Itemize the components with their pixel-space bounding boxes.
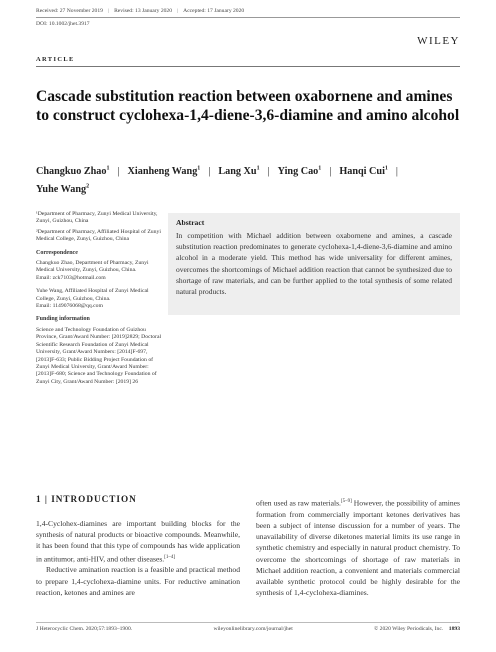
accepted-date: Accepted: 17 January 2020 bbox=[183, 8, 245, 14]
page-number: 1893 bbox=[448, 626, 460, 632]
intro-paragraph: 1,4-Cyclohex-diamines are important building blocks for the synthesis of natural products or bioactive compounds. Meanwhile, it has been found that this type of compounds has wide application in antitumor, anti-HIV, and other diseases.[1–4] bbox=[36, 519, 240, 564]
paper-title: Cascade substitution reaction between oxabornene and amines to construct cyclohexa-1,4-diene-3,6-diamine and amino alcohol bbox=[36, 88, 460, 124]
abstract-text: In competition with Michael addition between oxabornene and amines, a cascade substitution reaction predominates to generate cyclohexa-1,4-diene-3,6-diamine and amino alcohol in a moderate yield. This method has wide universality for different amines, overcomes the shortcomings of Michael addition reaction that cannot be synthesized due to shortage of raw materials, and can be further applied to the total synthesis of some related natural products. bbox=[176, 231, 452, 297]
intro-paragraph: often used as raw materials.[5–9] However, the possibility of amines formation from commercially important ketones derivatives has been a subject of intense discussion for a number of years. The unavailability of diverse diketones material limits its use range in synthetic chemistry and especially in natural product chemistry. To overcome the shortcomings of shortage of raw materials in Michael addition reaction, a convenient and materials commercial available synthetic protocol could be highly desirable for the synthesis of 1,4-cyclohexa-diamines. bbox=[256, 498, 460, 598]
author[interactable]: Hanqi Cui$^1$ bbox=[339, 166, 388, 178]
article-type: ARTICLE bbox=[36, 56, 75, 63]
intro-right-column bbox=[256, 496, 460, 598]
author[interactable]: Yuhe Wang$^2$ bbox=[36, 183, 90, 195]
journal-url[interactable]: wileyonlinelibrary.com/journal/jhet bbox=[213, 626, 293, 632]
footer-rule bbox=[36, 622, 460, 623]
author-list: Changkuo Zhao$^1$ | Xianheng Wang$^1$ | Lang Xu$^1$ | Ying Cao$^1$ | Hanqi Cui$^1$ | Yuhe Wang$^2$ bbox=[36, 166, 398, 195]
author[interactable]: Changkuo Zhao$^1$ bbox=[36, 166, 110, 178]
publisher-logo: WILEY bbox=[417, 35, 460, 47]
history-dates bbox=[36, 8, 460, 14]
header-rule bbox=[36, 17, 460, 18]
doi[interactable]: DOI: 10.1002/jhet.3917 bbox=[36, 21, 90, 27]
citation[interactable]: [5–9] bbox=[340, 499, 352, 504]
received-date: Received: 27 November 2019 bbox=[36, 8, 103, 14]
author[interactable]: Xianheng Wang$^1$ bbox=[127, 166, 201, 178]
citation[interactable]: [1–4] bbox=[164, 554, 176, 560]
section-heading-introduction: 1 | INTRODUCTION bbox=[36, 494, 137, 504]
email-link[interactable]: Email: 1149076068@qq.com bbox=[36, 303, 103, 310]
author[interactable]: Lang Xu$^1$ bbox=[218, 166, 260, 178]
author[interactable]: Ying Cao$^1$ bbox=[277, 166, 322, 178]
abstract-box bbox=[168, 213, 460, 315]
funding-heading: Funding information bbox=[36, 316, 90, 323]
journal-citation: J Heterocyclic Chem. 2020;57:1893–1900. bbox=[36, 626, 133, 632]
correspondence-heading: Correspondence bbox=[36, 249, 78, 256]
correspondence-2: Yuhe Wang, Affiliated Hospital of Zunyi Medical College, Zunyi, Guizhou, China. Email: 1149076068@qq.com bbox=[36, 288, 149, 310]
revised-date: Revised: 13 January 2020 bbox=[114, 8, 173, 14]
divider: | bbox=[177, 8, 179, 14]
affiliation-2: ²Department of Pharmacy, Affiliated Hospital of Zunyi Medical College, Zunyi, Guizhou, China bbox=[36, 228, 161, 243]
funding-text: Science and Technology Foundation of Guizhou Province, Grant/Award Number: [2019]2829; Doctoral Scientific Research Foundation of Zunyi Medical University, Grant/Award Numbers: [2014]F-697, [2013]F-633; Public Bidding Project Foundation of Zunyi Medical University, Grant/Award Number: [2013]F-680; Science and Technology Foundation of Zunyi City, Grant/Award Number: [2019] 26 bbox=[36, 326, 162, 385]
page-footer bbox=[36, 626, 460, 632]
intro-left-column bbox=[36, 518, 240, 598]
article-rule bbox=[36, 66, 460, 67]
divider: | bbox=[107, 8, 110, 14]
intro-paragraph: Reductive amination reaction is a feasible and practical method to prepare 1,4-cyclohexa-diamine units. For reductive amination reaction, ketones and amines are bbox=[36, 565, 240, 597]
affiliations-sidebar bbox=[36, 211, 166, 389]
correspondence-1: Changkuo Zhao, Department of Pharmacy, Zunyi Medical University, Zunyi, Guizhou, China. Email: zck7103@hotmail.com bbox=[36, 260, 149, 281]
copyright-and-page: © 2020 Wiley Periodicals, Inc. 1893 bbox=[374, 626, 460, 632]
email-link[interactable]: Email: zck7103@hotmail.com bbox=[36, 274, 106, 281]
abstract-heading: Abstract bbox=[176, 218, 205, 227]
affiliation-1: ¹Department of Pharmacy, Zunyi Medical University, Zunyi, Guizhou, China bbox=[36, 211, 158, 225]
